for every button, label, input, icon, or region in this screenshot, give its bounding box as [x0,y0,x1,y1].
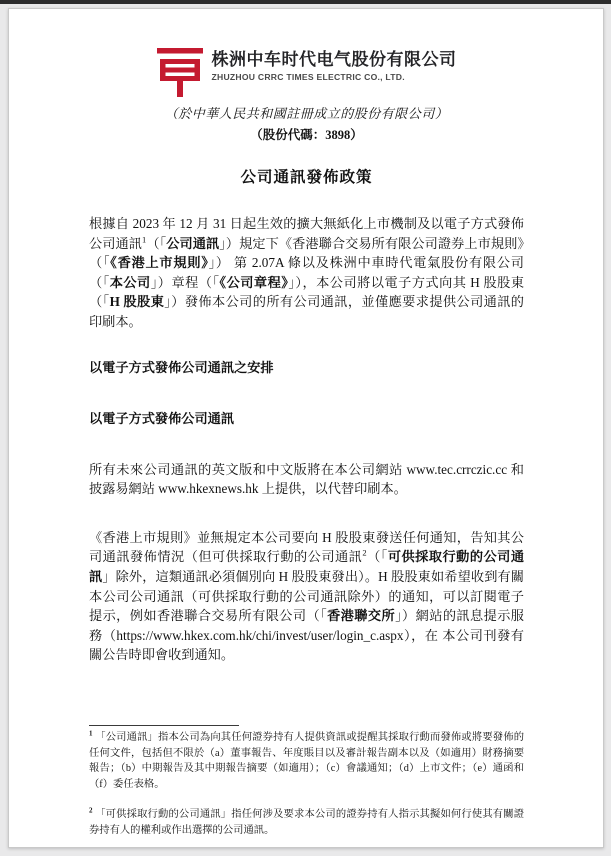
paragraph-notification: 《香港上市規則》並無規定本公司要向 H 股股東發送任何通知，告知其公司通訊發佈情況（但可供採取行動的公司通訊$^2$（「可供採取行動的公司通訊」除外，這類通訊必須個別向 H 股股東發出）。H 股股東如希望收到有關本公司公司通訊（可供採取行動的公司通訊除外）的通知，可以訂閱電子提示，例如香港聯合交易所有限公司（「香港聯交所」）網站的訊息提示服務（https://www.hkex.com.hk/chi/invest/user/login_c.aspx），在 本公司刊發有關公告時即會收到通知。 [89,529,525,663]
paragraph-intro: 根據自 2023 年 12 月 31 日起生效的擴大無紙化上市機制及以電子方式發佈公司通訊$^1$（「公司通訊」）規定下《香港聯合交易所有限公司證券上市規則》（「《香港上市規則》」） 第 2.07A 條以及株洲中車時代電氣股份有限公司（「本公司」）章程（「《公司章程》」），本公司將以電子方式向其 H 股股東（「H 股股東」）發佈本公司的所有公司通訊，並僅應要求提供公司通訊的印刷本。 [89,216,525,329]
company-header [89,47,524,143]
document-title: 公司通訊發佈政策 [240,169,373,186]
window-top-strip [0,0,611,4]
stock-code-line: （股份代碼：3898） [250,128,363,142]
company-name-zh: 株洲中车时代电气股份有限公司 [211,50,457,69]
footnotes-section [89,725,524,839]
crrc-logo-icon [157,47,203,97]
company-name-block [212,47,457,82]
footnote-divider [89,725,239,726]
paragraph-websites: 所有未來公司通訊的英文版和中文版將在本公司網站 www.tec.crrczic.cc 和披露易網站 www.hkexnews.hk 上提供，以代替印刷本。 [89,461,524,497]
document-page [8,8,604,848]
section-heading-arrangement: 以電子方式發佈公司通訊之安排 [89,359,274,375]
footnote-1: $^1$ 「公司通訊」指本公司為向其任何證券持有人提供資訊或提醒其採取行動而發佈或將要發佈的任何文件，包括但不限於（a）董事報告、年度賬目以及審計報告副本以及（如適用）財務摘要報告；（b）中期報告及其中期報告摘要（如適用）；（c）會議通知；（d）上市文件；（e）通函和（f）委任表格。 [89,729,524,790]
footnote-2: $^2$ 「可供採取行動的公司通訊」指任何涉及要求本公司的證券持有人指示其擬如何行使其有關證券持有人的權利或作出選擇的公司通訊。 [89,806,524,836]
section-heading-electronic-publication: 以電子方式發佈公司通訊 [89,410,235,426]
company-name-en: ZHUZHOU CRRC TIMES ELECTRIC CO., LTD. [211,71,405,82]
company-identity-row [89,47,524,97]
incorporation-line: （於中華人民共和國註冊成立的股份有限公司） [164,106,449,121]
